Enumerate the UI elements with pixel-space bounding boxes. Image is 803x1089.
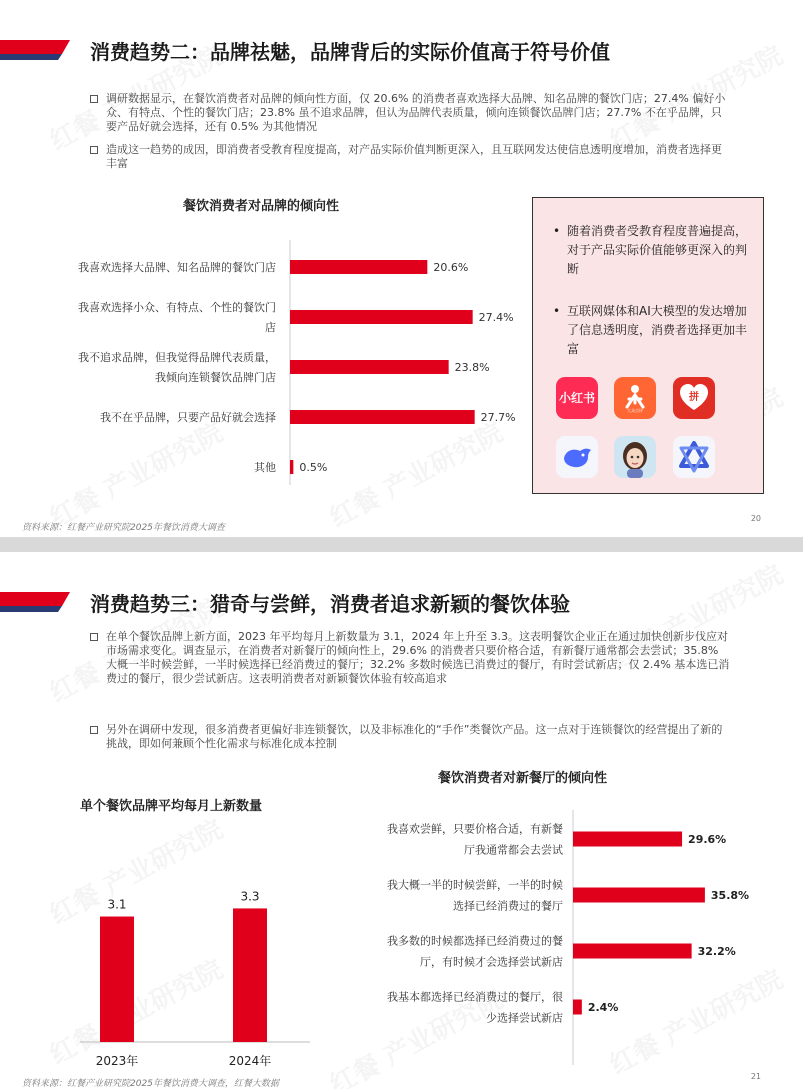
bar <box>290 360 449 374</box>
report-page-21 <box>0 552 803 1089</box>
page-title: 消费趋势二：品牌祛魅，品牌背后的实际价值高于符号价值 <box>90 40 610 64</box>
square-bullet-icon <box>90 633 98 641</box>
svg-text:拼: 拼 <box>689 392 699 403</box>
bar <box>233 908 267 1042</box>
data-label: 27.4% <box>478 311 514 324</box>
title-accent-bar <box>0 40 78 60</box>
data-label: 20.6% <box>433 261 469 274</box>
insight-point: • 随着消费者受教育程度普遍提高，对于产品实际价值能够更深入的判断 <box>553 224 748 276</box>
data-label: 2.4% <box>587 1001 619 1014</box>
category-label: 2024年 <box>228 1054 272 1068</box>
category-label: 我倾向连锁餐饮品牌门店 <box>155 371 276 384</box>
category-label: 我大概一半的时候尝鲜，一半的时候 <box>387 878 563 892</box>
insight-box <box>532 197 764 494</box>
bullet-paragraph: 调研数据显示，在餐饮消费者对品牌的倾向性方面，仅 20.6% 的消费者喜欢选择大品牌、知名品牌的餐饮门店；27.4% 偏好小众、有特点、个性的餐饮门店；23.8% 虽不追求品牌，但认为品牌代表质量，倾向连锁餐饮品牌门店；27.7% 不在乎品牌，只要产品好就会选择，还有 0.5% 为其他情况 <box>90 92 730 134</box>
page-separator <box>0 537 803 552</box>
bullet-paragraph: 造成这一趋势的成因，即消费者受教育程度提高，对产品实际价值判断更深入，且互联网发达使信息透明度增加，消费者选择更丰富 <box>90 143 730 171</box>
bullet-paragraph: 在单个餐饮品牌上新方面，2023 年平均每月上新数量为 3.1，2024 年上升至 3.3。这表明餐饮企业正在通过加快创新步伐应对市场需求变化。调查显示，在消费者对新餐厅的倾向性上，29.6% 的消费者只要价格合适，有新餐厅通常都会去尝试；35.8% 大概一半时候尝鲜，一半时候选择已经消费过的餐厅；32.2% 多数时候选已消费过的餐厅，有时尝试新店；仅 2.4% 基本选已消费过的餐厅，很少尝试新店。这表明消费者对新颖餐饮体验有较高追求 <box>90 630 730 686</box>
category-label: 我喜欢选择大品牌、知名品牌的餐饮门店 <box>78 261 276 274</box>
bar <box>290 460 293 474</box>
chart-title: 单个餐饮品牌平均每月上新数量 <box>80 799 263 814</box>
category-label: 我不在乎品牌，只要产品好就会选择 <box>100 411 276 424</box>
data-source: 资料来源：红餐产业研究院2025年餐饮消费大调查，红餐大数据 <box>22 1079 279 1089</box>
category-label: 选择已经消费过的餐厅 <box>453 899 563 913</box>
data-label: 32.2% <box>697 945 736 958</box>
square-bullet-icon <box>90 146 98 154</box>
category-label: 我基本都选择已经消费过的餐厅，很 <box>387 990 563 1004</box>
data-source: 资料来源：红餐产业研究院2025年餐饮消费大调查 <box>22 523 225 533</box>
chart-title: 餐饮消费者对新餐厅的倾向性 <box>438 771 608 786</box>
data-label: 27.7% <box>480 411 516 424</box>
pinduoduo-app-icon <box>673 377 715 419</box>
category-label: 少选择尝试新店 <box>486 1011 563 1025</box>
category-label: 厅我通常都会去尝试 <box>464 843 563 857</box>
data-label: 35.8% <box>710 889 750 902</box>
square-bullet-icon <box>90 95 98 103</box>
ai-avatar-app-icon <box>614 436 656 478</box>
chart-title: 餐饮消费者对品牌的倾向性 <box>183 199 340 214</box>
category-label: 我多数的时候都选择已经消费过的餐 <box>387 934 563 948</box>
category-label: 其他 <box>254 461 276 474</box>
data-label: 29.6% <box>688 833 727 846</box>
category-label: 店 <box>265 321 276 334</box>
insight-point: • 互联网媒体和AI大模型的发达增加了信息透明度，消费者选择更加丰富 <box>553 304 748 356</box>
bar <box>573 1000 582 1015</box>
kimi-app-icon <box>673 436 715 478</box>
bar <box>290 410 475 424</box>
category-label: 我喜欢尝鲜，只要价格合适，有新餐 <box>387 822 563 836</box>
data-label: 3.3 <box>240 889 260 904</box>
deepseek-app-icon <box>556 436 598 478</box>
bar <box>290 260 427 274</box>
category-label: 我不追求品牌，但我觉得品牌代表质量， <box>78 351 276 364</box>
category-label: 厅，有时候才会选择尝试新店 <box>420 955 563 969</box>
bar <box>573 944 692 959</box>
bullet-paragraph: 另外在调研中发现，很多消费者更偏好非连锁餐饮，以及非标准化的“手作”类餐饮产品。这一点对于连锁餐饮的经营提出了新的挑战，即如何兼顾个性化需求与标准化成本控制 <box>90 723 730 751</box>
bar <box>290 310 473 324</box>
data-label: 23.8% <box>454 361 490 374</box>
new-restaurant-preference-bar-chart <box>340 810 790 1080</box>
category-label: 2023年 <box>95 1054 139 1068</box>
bar <box>573 888 705 903</box>
square-bullet-icon <box>90 726 98 734</box>
data-label: 0.5% <box>299 461 328 474</box>
xiaohongshu-app-icon: 小红书 <box>556 377 598 419</box>
bar <box>100 917 134 1042</box>
category-label: 我喜欢选择小众、有特点、个性的餐饮门 <box>78 301 276 314</box>
new-items-column-chart <box>20 807 340 1087</box>
brand-preference-bar-chart <box>20 240 520 485</box>
title-accent-bar <box>0 592 78 612</box>
data-label: 3.1 <box>107 897 127 912</box>
bar <box>573 832 682 847</box>
page-number: 20 <box>750 514 761 523</box>
page-number: 21 <box>750 1072 761 1081</box>
page-title: 消费趋势三：猎奇与尝鲜，消费者追求新颖的餐饮体验 <box>90 592 570 616</box>
report-page-20 <box>0 0 803 537</box>
dianping-app-icon: 大众点评 <box>614 377 656 419</box>
